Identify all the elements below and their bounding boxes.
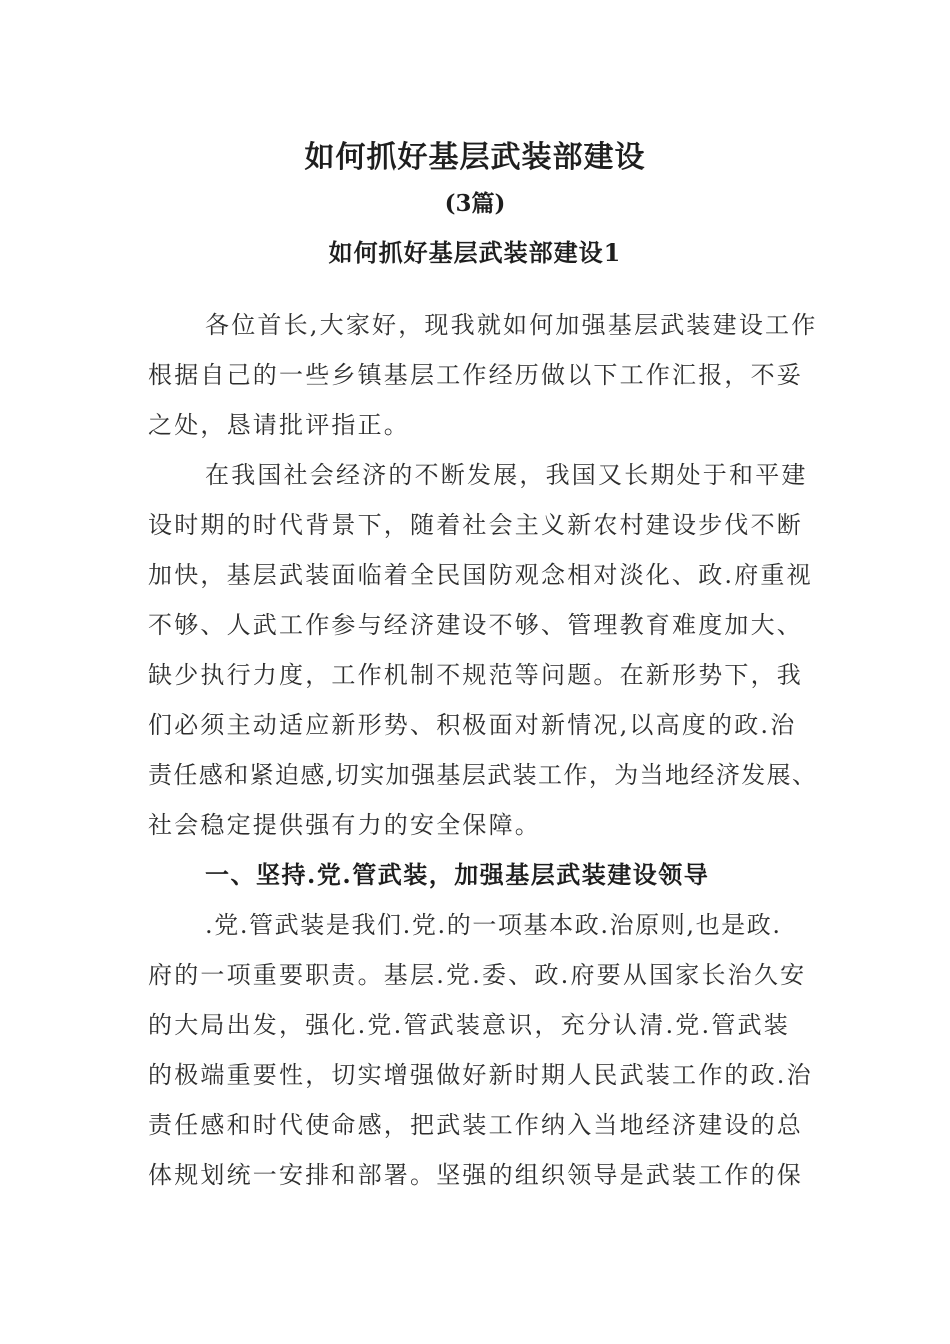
paragraph-2-line: 不够、人武工作参与经济建设不够、管理教育难度加大、 [148, 611, 803, 639]
section-heading: 一、坚持.党.管武装，加强基层武装建设领导 [205, 860, 710, 889]
paragraph-2-line: 责任感和紧迫感,切实加强基层武装工作，为当地经济发展、 [148, 761, 818, 789]
paragraph-3-line: 的大局出发，强化.党.管武装意识，充分认清.党.管武装 [148, 1011, 790, 1039]
section-title: 如何抓好基层武装部建设1 [328, 238, 622, 267]
paragraph-3-line: 责任感和时代使命感，把武装工作纳入当地经济建设的总 [148, 1111, 803, 1139]
paragraph-1-line: 各位首长,大家好，现我就如何加强基层武装建设工作 [205, 311, 818, 339]
paragraph-2-line: 在我国社会经济的不断发展，我国又长期处于和平建 [205, 461, 808, 489]
paragraph-2-line: 们必须主动适应新形势、积极面对新情况,以高度的政.治 [148, 711, 797, 739]
paragraph-3-line: .党.管武装是我们.党.的一项基本政.治原则,也是政. [205, 911, 782, 939]
document-subtitle: (3篇) [444, 190, 506, 217]
paragraph-1-line: 根据自己的一些乡镇基层工作经历做以下工作汇报，不妥 [148, 361, 803, 389]
paragraph-3-line: 府的一项重要职责。基层.党.委、政.府要从国家长治久安 [148, 961, 807, 989]
paragraph-3-line: 的极端重要性，切实增强做好新时期人民武装工作的政.治 [148, 1061, 813, 1089]
paragraph-1-line: 之处，恳请批评指正。 [148, 411, 410, 439]
document-title: 如何抓好基层武装部建设 [304, 140, 646, 175]
paragraph-2-line: 社会稳定提供强有力的安全保障。 [148, 811, 541, 839]
paragraph-2-line: 设时期的时代背景下，随着社会主义新农村建设步伐不断 [148, 511, 803, 539]
paragraph-2-line: 缺少执行力度，工作机制不规范等问题。在新形势下，我 [148, 661, 803, 689]
paragraph-2-line: 加快，基层武装面临着全民国防观念相对淡化、政.府重视 [148, 561, 813, 589]
paragraph-3-line: 体规划统一安排和部署。坚强的组织领导是武装工作的保 [148, 1161, 803, 1189]
